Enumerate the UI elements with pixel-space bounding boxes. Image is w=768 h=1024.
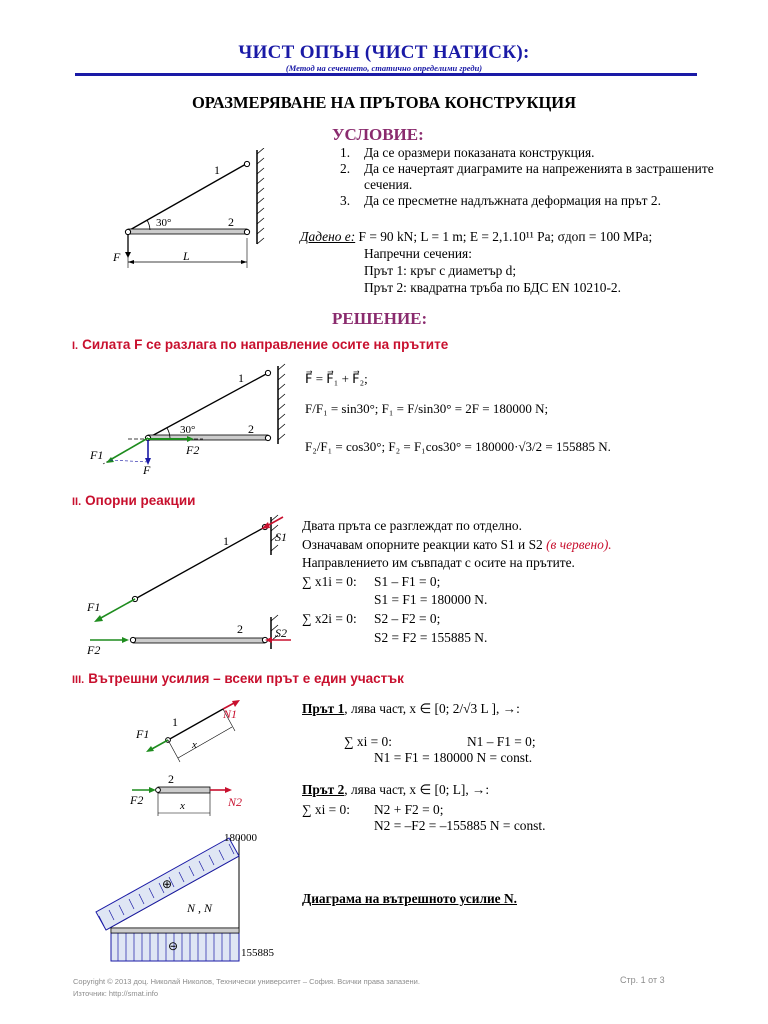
section3-text: Прът 1, лява част, x ∈ [0; 2/√3 L ], →: ∑ xi = 0: N1 – F1 = 0; N1 = F1 = 180000 N = const. Прът 2, лява част, x ∈ [0; L], →: ∑ xi = 0: N2 + F2 = 0; N2 = –F2 = –155885 N = const. [302,701,546,833]
header-divider [75,73,697,76]
given-data: Дадено е: F = 90 kN; L = 1 m; E = 2,1.10¹¹ Pa; σдоп = 100 MPa; Напречни сечения: Прът 1: кръг с диаметър d; Прът 2: квадратна тръба по БДС EN 10210-2. [300,229,653,295]
length-label: L [183,249,190,263]
solution-heading: РЕШЕНИЕ: [332,309,428,328]
axial-force-diagram [92,828,282,968]
svg-text:N1: N1 [223,707,238,721]
angle-label: 30° [156,217,172,229]
condition-item: 3. Да се пресметне надлъжната деформация на прът 2. [340,193,661,208]
condition-heading: УСЛОВИЕ: [332,125,424,144]
section2-heading: II. Опорни реакции [72,493,196,508]
svg-text:F: F [143,463,151,477]
internal-forces-figure [128,696,258,826]
svg-text:S2: S2 [275,626,287,640]
svg-text:180000: 180000 [224,832,257,844]
footer: Copyright © 2013 доц. Николай Николов, Технически университет – София. Всички права запазени. Източник: http://smat.info [73,977,420,998]
svg-text:F1: F1 [90,448,104,462]
structure-figure [110,148,275,273]
rod1-label: 1 [214,163,220,177]
section3-heading: III. Вътрешни усилия – всеки прът е един участък [72,671,404,686]
svg-text:F1: F1 [87,600,101,614]
eq-f1: F/F₁ = sin30°; F₁ = F/sin30° = 2F = 180000 N; [305,401,549,416]
svg-text:F2: F2 [130,793,144,807]
svg-text:N , N: N , N [187,901,213,915]
page-number: Стр. 1 от 3 [620,975,665,985]
svg-text:⊖: ⊖ [168,939,179,953]
section2-text: Двата пръта се разглеждат по отделно. Означавам опорните реакции като S1 и S2 (в червено). Направлението им съвпадат с осите на прътите. ∑ x1i = 0: S1 – F1 = 0; S1 = F1 = 180000 N. ∑ x2i = 0: S2 – F2 = 0; S2 = F2 = 155885 N. [302,517,697,647]
diagram-title: Диаграма на вътрешното усилие N. [302,891,517,906]
svg-text:1: 1 [172,715,178,729]
svg-text:1: 1 [238,371,244,385]
svg-text:F2: F2 [87,643,101,657]
svg-text:x: x [180,800,185,812]
svg-text:F1: F1 [136,727,150,741]
force-label: F [113,250,121,264]
main-title: ОРАЗМЕРЯВАНЕ НА ПРЪТОВА КОНСТРУКЦИЯ [191,93,577,112]
support-reactions-figure [85,513,295,658]
svg-text:2: 2 [237,622,243,636]
svg-text:F2: F2 [186,443,200,457]
svg-text:2: 2 [248,422,254,436]
eq-vector-sum: F⃗ = F⃗₁ + F⃗₂; [305,371,368,386]
condition-list [340,145,735,209]
document-title: ЧИСТ ОПЪН (ЧИСТ НАТИСК): [238,42,530,63]
document-subtitle: (Метод на сечението, статично определими греди) [285,63,483,73]
svg-text:2: 2 [168,772,174,786]
section1-heading: I. Силата F се разлага по направление осите на прътите [72,337,449,352]
svg-text:1: 1 [223,534,229,548]
force-decomposition-figure [88,362,293,477]
svg-text:30°: 30° [180,424,196,436]
eq-f2: F₂/F₁ = cos30°; F₂ = F₁cos30° = 180000·√3/2 = 155885 N. [305,439,611,454]
condition-item: 1. Да се оразмери показаната конструкция. [340,145,595,160]
svg-text:S1: S1 [275,530,287,544]
rod2-label: 2 [228,215,234,229]
svg-text:⊕: ⊕ [162,877,173,891]
svg-text:N2: N2 [228,795,243,809]
condition-item: 2. Да се начертаят диаграмите на напреженията в застрашените сечения. [340,161,714,192]
svg-text:x: x [192,739,197,751]
section2-equations: ∑ x1i = 0: S1 – F1 = 0; S1 = F1 = 180000 N. ∑ x2i = 0: S2 – F2 = 0; S2 = F2 = 155885 N. [302,573,488,645]
svg-text:155885: 155885 [241,947,274,959]
section1-equations [305,369,745,457]
